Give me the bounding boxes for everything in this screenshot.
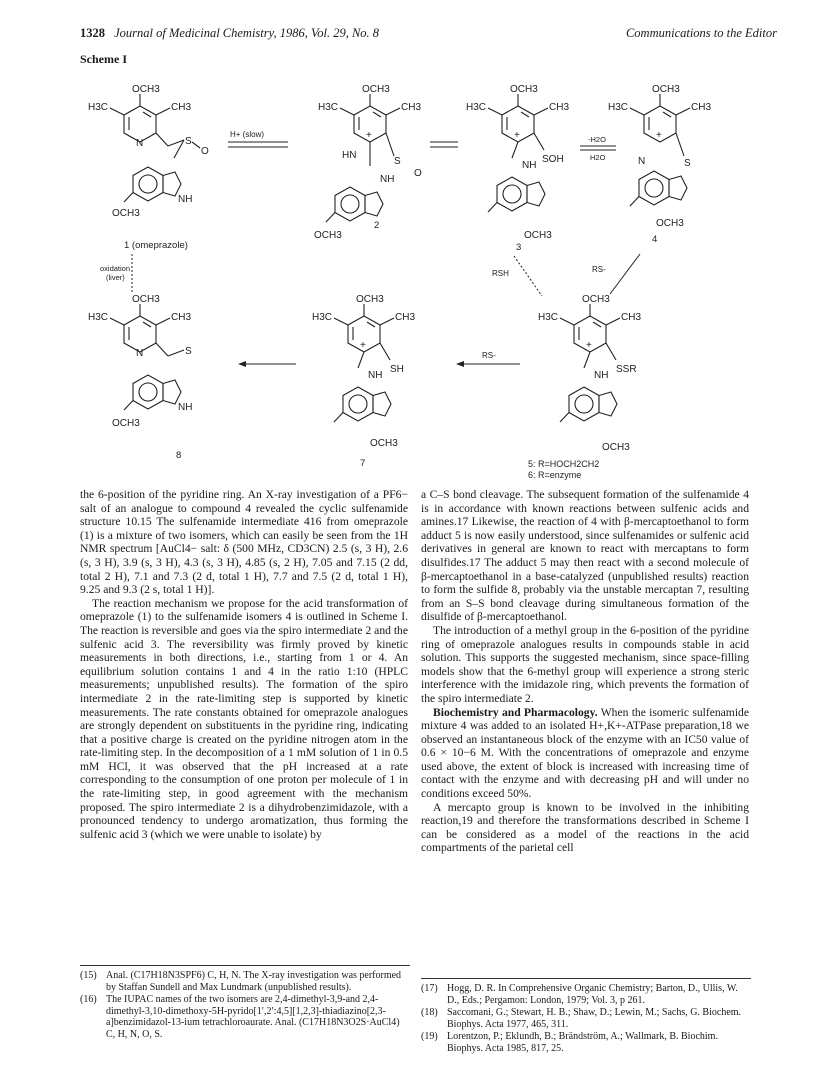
label-och3: OCH3: [510, 84, 538, 95]
label-h3c: H3C: [538, 312, 559, 323]
footnotes-left: [80, 965, 410, 1042]
footnotes-right: [421, 978, 751, 1056]
label-n: N: [136, 138, 144, 149]
label-h3c: H3C: [88, 312, 109, 323]
label-och3: OCH3: [524, 230, 552, 241]
arrow-label-oxidation: oxidation: [100, 264, 131, 273]
paragraph: The reaction mechanism we propose for the acid transformation of omeprazole (1) to the sulfenamide isomers 4 is outlined in Scheme I. The reaction is reversible and goes via the spiro intermediate 2 and the sulfenic acid 3. The reversibility was firmly proved by kinetic measurements in both directions, i.e., starting from 1 or 4. An equilibrium solution contains 1 and 4 in the ratio 1:10 (HPLC measurements; unpublished results). The formation of the spiro intermediate 2 in the rate-limiting step is supported by kinetic measurements. The rate constants obtained for omeprazole analogues are strongly dependent on substituents in the pyridine ring, indicating that a positive charge is created on the pyridine nitrogen atom in the rate-limiting step. In the decomposition of a 1 mM solution of 1 in 0.5 mM HCl, it was observed that the pH increased at a rate corresponding to the consumption of one proton per molecule of 1 in the rate-limiting step, in good agreement with the mechanism proposed. The spiro intermediate 2 is a dihydrobenzimidazole, with a pronounced tendency to undergo aromatization, thus forming the sulfenic acid 3 (which we were unable to isolate) by: [80, 596, 408, 841]
footnote-rule: [421, 978, 751, 979]
footnote-number: (16): [80, 994, 97, 1006]
compound-2-structure: [314, 84, 422, 241]
label-och3: OCH3: [132, 294, 160, 305]
compound-label-5: 5: R=HOCH2CH2: [528, 459, 600, 469]
label-hn: HN: [342, 150, 357, 161]
label-nh: NH: [368, 370, 383, 381]
paragraph-text: When the isomeric sulfenamide mixture 4 was added to an isolated H+,K+-ATPase preparation,18 we observed an instantaneous block of the enzyme with an IC50 value of 0.6 × 10−6 M. With the concentrations of omeprazole and enzyme used above, the extent of block is increased with increasing time of contact with the enzyme and with decreasing pH and will under no conditions exceed 50%.: [421, 705, 749, 801]
label-s: S: [684, 158, 691, 169]
compound-label-8: 8: [176, 450, 182, 461]
label-o: O: [414, 168, 422, 179]
page-header: [80, 26, 777, 42]
paragraph: a C–S bond cleavage. The subsequent formation of the sulfenamide 4 is in accordance with known reactions between sulfenic acids and amines.17 Likewise, the reaction of 4 with β-mercaptoethanol to form adduct 5 is now easily understood, since sulfenamides or sulfenic acid derivatives in general are known to react with mercaptans to form disulfides.17 The adduct 5 may then react with a second molecule of β-mercaptoethanol in a base-catalyzed (unpublished results) reaction to form the sulfide 8, probably via the unstable mercaptan 7, resulting from an S–S bond cleavage during simultaneous formation of the disulfide of β-mercaptoethanol.: [421, 488, 749, 624]
paragraph: the 6-position of the pyridine ring. An X-ray investigation of a PF6− salt of an analogue to compound 4 revealed the cyclic sulfenamide structure 10.15 The sulfenamide intermediate 416 from omeprazole (1) is a mixture of two isomers, which can easily be seen from the 1H NMR spectrum [AuCl4− salt: δ (500 MHz, CD3CN) 2.5 (s, 3 H), 2.6 (s, 3 H), 3.9 (s, 3 H), 4.3 (s, 3 H), 4.85 (s, 2 H), 7.05 and 7.15 (2 dd, total 2 H), 7.1 and 7.3 (2 d, total 1 H), 7.7 and 7.5 (2 d, total 1 H), 9.25 and 9.3 (2 s, total 1 H)].: [80, 488, 408, 597]
label-h3c: H3C: [318, 102, 339, 113]
footnote-rule: [80, 965, 410, 966]
footnote: [421, 983, 751, 1006]
footnote-text: Anal. (C17H18N3SPF6) C, H, N. The X-ray investigation was performed by Staffan Sundell and Max Lundmark (unpublished results).: [106, 970, 402, 993]
label-och3: OCH3: [112, 418, 140, 429]
paragraph: [421, 706, 749, 801]
label-ssr: SSR: [616, 364, 637, 375]
compound-4-structure: [608, 84, 711, 229]
scheme-title: Scheme I: [80, 52, 127, 66]
label-n: N: [638, 156, 646, 167]
section-heading: Biochemistry and Pharmacology.: [433, 705, 598, 719]
label-och3: OCH3: [356, 294, 384, 305]
label-och3: OCH3: [656, 218, 684, 229]
label-s: S: [394, 156, 401, 167]
arrow-label-liver: (liver): [106, 273, 125, 282]
label-plus: +: [366, 130, 372, 141]
paragraph: A mercapto group is known to be involved in the inhibiting reaction,19 and therefore the transformations described in Scheme I can be considered as a model of the reactions in the acid compartments of the parietal cell: [421, 800, 749, 855]
footnote-text: Hogg, D. R. In Comprehensive Organic Chemistry; Barton, D., Ullis, W. D., Eds.; Pergamon: London, 1979; Vol. 3, p 261.: [447, 983, 738, 1006]
reaction-scheme: [80, 64, 760, 484]
paragraph: The introduction of a methyl group in the 6-position of the pyridine ring of omeprazole analogues results in compounds stable in acid solution. This supports the suggested mechanism, since space-filling models show that the 6-methyl group will experience a strong steric interference with the imidazole ring, which prevents the formation of the spiro intermediate 2.: [421, 623, 749, 705]
compound-label-7: 7: [360, 458, 366, 469]
footnote-text: Saccomani, G.; Stewart, H. B.; Shaw, D.; Lewin, M.; Sachs, G. Biochem. Biophys. Acta 1977, 465, 311.: [447, 1007, 742, 1030]
label-nh: NH: [522, 160, 537, 171]
label-och3: OCH3: [582, 294, 610, 305]
label-nh: NH: [178, 194, 193, 205]
label-plus: +: [360, 340, 366, 351]
label-plus: +: [514, 130, 520, 141]
label-h3c: H3C: [88, 102, 109, 113]
label-s: S: [185, 346, 192, 357]
footnote-number: (17): [421, 983, 438, 994]
footnote: [421, 1007, 751, 1030]
arrow-label-minus-h2o: -H2O: [588, 135, 606, 144]
arrow-label-rsh: RSH: [492, 269, 509, 278]
footnote-number: (18): [421, 1007, 438, 1019]
label-ch3: CH3: [171, 312, 192, 323]
arrow-label-h-slow: H+ (slow): [230, 130, 265, 139]
label-och3: OCH3: [362, 84, 390, 95]
label-och3: OCH3: [652, 84, 680, 95]
label-ch3: CH3: [395, 312, 416, 323]
label-ch3: CH3: [691, 102, 712, 113]
compound-label-6: 6: R=enzyme: [528, 470, 582, 480]
footnote-number: (15): [80, 970, 97, 981]
footnote-number: (19): [421, 1031, 438, 1043]
label-o: O: [201, 146, 209, 157]
label-ch3: CH3: [549, 102, 570, 113]
compound-5-6-structure: [538, 294, 641, 453]
label-n: N: [136, 348, 144, 359]
footnote: [80, 970, 410, 993]
label-h3c: H3C: [608, 102, 629, 113]
footnote-text: The IUPAC names of the two isomers are 2,4-dimethyl-3,9-and 2,4-dimethyl-3,10-dimethoxy-5H-pyrido[1′,2′:4,5][1,2,3]-thiadiazino[2,3-a]benzimidazol-13-ium tetrachloroaurate. Anal. (C17H18N3O2S·AuCl4) C, H, N, O, S.: [106, 994, 400, 1040]
label-h3c: H3C: [466, 102, 487, 113]
label-och3: OCH3: [132, 84, 160, 95]
arrow-label-plus-h2o: H2O: [590, 153, 606, 162]
compound-label-3: 3: [516, 242, 522, 253]
label-och3: OCH3: [314, 230, 342, 241]
label-plus: +: [586, 340, 592, 351]
compound-label-2: 2: [374, 220, 380, 231]
compound-1-structure: [88, 84, 209, 219]
label-ch3: CH3: [621, 312, 642, 323]
label-och3: OCH3: [602, 442, 630, 453]
compound-8-structure: [88, 294, 192, 429]
label-soh: SOH: [542, 154, 564, 165]
section-name: Communications to the Editor: [625, 26, 777, 40]
compound-7-structure: [312, 294, 415, 449]
label-ch3: CH3: [171, 102, 192, 113]
label-nh: NH: [380, 174, 395, 185]
label-h3c: H3C: [312, 312, 333, 323]
footnote-text: Lorentzon, P.; Eklundh, B.; Brändström, A.; Wallmark, B. Biochim. Biophys. Acta 1985, 817, 25.: [447, 1031, 718, 1054]
label-sh: SH: [390, 364, 404, 375]
page-number: 1328: [80, 26, 105, 40]
label-s: S: [185, 136, 192, 147]
label-och3: OCH3: [112, 208, 140, 219]
label-nh: NH: [594, 370, 609, 381]
footnote: [421, 1031, 751, 1054]
compound-label-1: 1 (omeprazole): [124, 240, 188, 251]
body-column-left: [80, 488, 408, 841]
label-nh: NH: [178, 402, 193, 413]
label-och3: OCH3: [370, 438, 398, 449]
footnote: [80, 994, 410, 1040]
label-plus: +: [656, 130, 662, 141]
journal-citation: Journal of Medicinal Chemistry, 1986, Vol. 29, No. 8: [114, 26, 380, 40]
arrow-label-rs-b: RS-: [482, 351, 496, 360]
compound-3-structure: [466, 84, 569, 241]
compound-label-4: 4: [652, 234, 658, 245]
arrow-label-rs-a: RS-: [592, 265, 606, 274]
body-column-right: [421, 488, 749, 855]
label-ch3: CH3: [401, 102, 422, 113]
